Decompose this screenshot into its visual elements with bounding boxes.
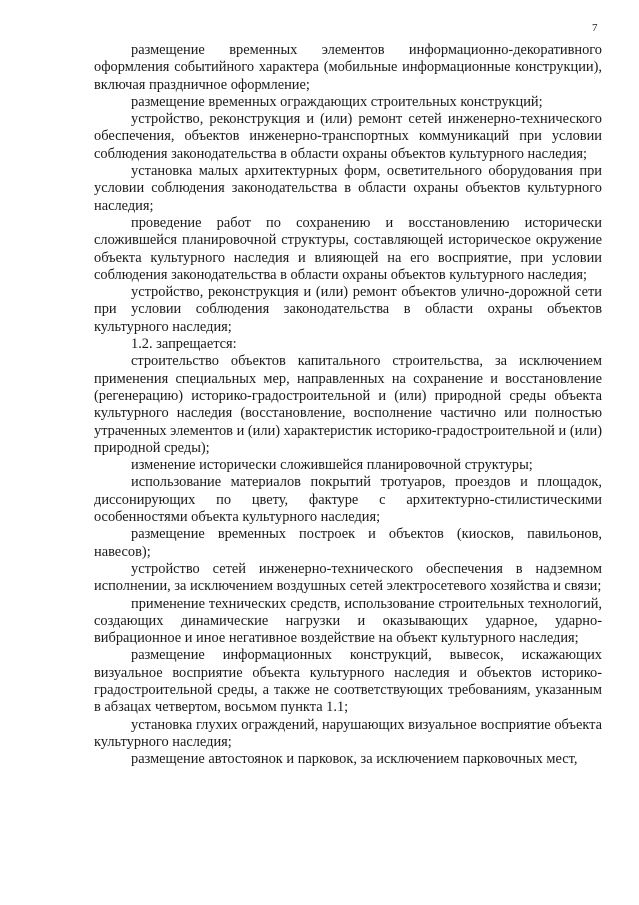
paragraph: размещение информационных конструкций, вывесок, искажающих визуальное восприятие объекта культурного наследия и объектов историко-градостроительной среды, а также не соответствующих требованиям, указанным в абзацах четвертом, восьмом пункта 1.1; <box>94 647 602 716</box>
document-body <box>94 42 602 768</box>
paragraph: строительство объектов капитального строительства, за исключением применения специальных мер, направленных на сохранение и восстановление (регенерацию) историко-градостроительной и (или) природной среды объекта культурного наследия (восстановление, восполнение частично или полностью утраченных элементов и (или) характеристик историко-градостроительной и (или) природной среды); <box>94 353 602 456</box>
page-number: 7 <box>592 22 598 34</box>
paragraph: изменение исторически сложившейся планировочной структуры; <box>131 457 533 474</box>
paragraph: устройство сетей инженерно-технического обеспечения в надземном исполнении, за исключением воздушных сетей электросетевого хозяйства и связи; <box>94 560 602 595</box>
paragraph: проведение работ по сохранению и восстановлению исторически сложившейся планировочной структуры, составляющей историческое окружение объекта культурного наследия и влияющей на его восприятие, при условии соблюдения законодательства в области охраны объектов культурного наследия; <box>94 214 602 283</box>
paragraph: использование материалов покрытий тротуаров, проездов и площадок, диссонирующих по цвету, фактуре с архитектурно-стилистическими особенностями объекта культурного наследия; <box>94 474 602 526</box>
paragraph: установка глухих ограждений, нарушающих визуальное восприятие объекта культурного наследия; <box>94 716 602 750</box>
paragraph: устройство, реконструкция и (или) ремонт сетей инженерно-технического обеспечения, объектов инженерно-транспортных коммуникаций при условии соблюдения законодательства в области охраны объектов культурного наследия; <box>94 111 602 162</box>
paragraph: применение технических средств, использование строительных технологий, создающих динамические нагрузки и оказывающих ударное, ударно-вибрационное и иное негативное воздействие на объект культурного наследия; <box>94 595 602 647</box>
section-heading: 1.2. запрещается: <box>131 336 237 353</box>
paragraph: размещение временных элементов информационно-декоративного оформления событийного характера (мобильные информационные конструкции), включая праздничное оформление; <box>94 42 602 93</box>
paragraph: устройство, реконструкция и (или) ремонт объектов улично-дорожной сети при условии соблюдения законодательства в области охраны объектов культурного наследия; <box>94 284 602 335</box>
paragraph: размещение временных ограждающих строительных конструкций; <box>131 93 543 110</box>
paragraph: размещение временных построек и объектов (киосков, павильонов, навесов); <box>94 526 602 560</box>
paragraph: размещение автостоянок и парковок, за исключением парковочных мест, <box>131 751 578 768</box>
paragraph: установка малых архитектурных форм, осветительного оборудования при условии соблюдения законодательства в области охраны объектов культурного наследия; <box>94 163 602 214</box>
